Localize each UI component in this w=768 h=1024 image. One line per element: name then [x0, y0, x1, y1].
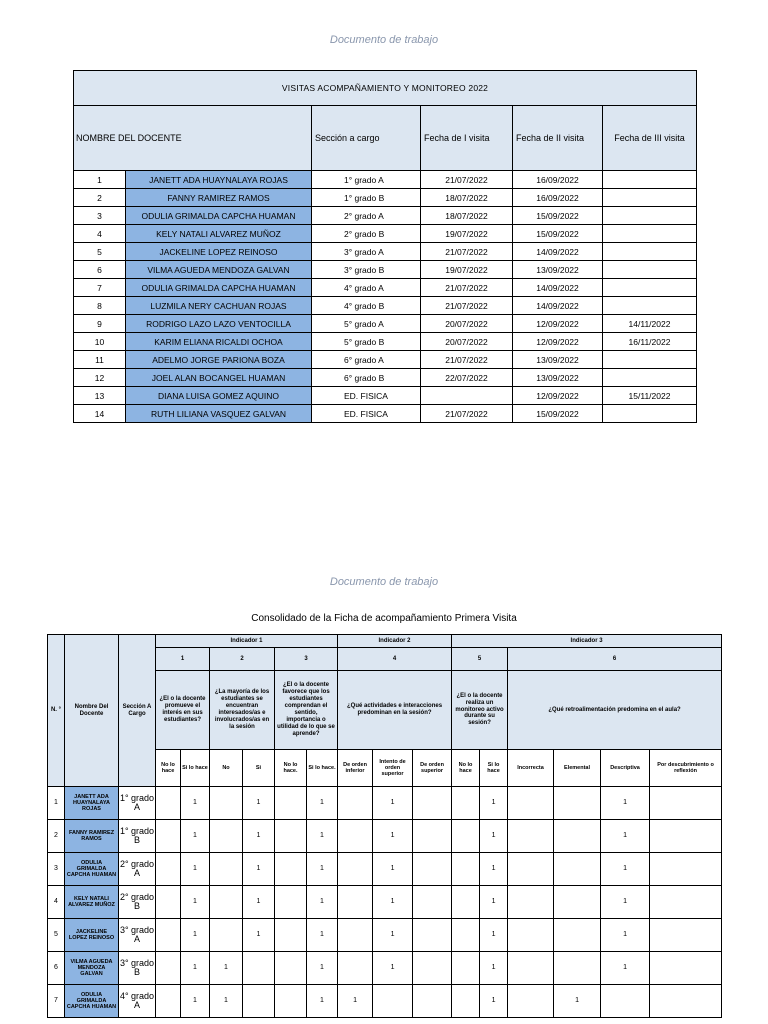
visit-1-date: 22/07/2022 [421, 369, 513, 387]
score-cell: 1 [601, 919, 650, 952]
table-row [74, 351, 697, 369]
score-cell: 1 [210, 985, 243, 1018]
row-number: 12 [74, 369, 126, 387]
row-number: 5 [48, 919, 65, 952]
option-header: No lo hace. [275, 750, 307, 787]
score-cell [452, 820, 480, 853]
section: 2° grado A [119, 853, 156, 886]
score-cell: 1 [210, 952, 243, 985]
visits-table [73, 70, 697, 423]
score-cell: 1 [307, 985, 338, 1018]
score-cell [413, 985, 452, 1018]
score-cell [554, 919, 601, 952]
score-cell [413, 820, 452, 853]
row-number: 2 [48, 820, 65, 853]
visit-1-date: 21/07/2022 [421, 405, 513, 423]
score-cell [554, 886, 601, 919]
item-question: ¿El o la docente favorece que los estudiantes comprendan el sentido, importancia o utilidad de lo que se aprende? [275, 671, 338, 750]
teacher-name: JACKELINE LOPEZ REINOSO [65, 919, 119, 952]
score-cell [650, 787, 722, 820]
score-cell [338, 919, 373, 952]
teacher-name: JOEL ALAN BOCANGEL HUAMAN [126, 369, 312, 387]
row-number: 4 [74, 225, 126, 243]
row-number: 1 [48, 787, 65, 820]
header-visit-1: Fecha de I visita [421, 106, 513, 171]
score-cell [156, 985, 181, 1018]
visit-2-date: 15/09/2022 [513, 207, 603, 225]
score-cell [243, 952, 275, 985]
score-cell [508, 853, 554, 886]
score-cell: 1 [373, 952, 413, 985]
section: 6° grado B [312, 369, 421, 387]
table-row [48, 787, 722, 820]
visit-2-date: 15/09/2022 [513, 405, 603, 423]
section: 3° grado B [119, 952, 156, 985]
score-cell [452, 787, 480, 820]
consolidated-table-title: Consolidado de la Ficha de acompañamiento Primera Visita [251, 613, 517, 624]
option-header: No lo hace [156, 750, 181, 787]
item-number: 4 [338, 648, 452, 671]
item-number: 5 [452, 648, 508, 671]
teacher-name: FANNY RAMIREZ RAMOS [65, 820, 119, 853]
document-header-label: Documento de trabajo [329, 34, 439, 46]
score-cell: 1 [181, 886, 210, 919]
section: 4° grado A [312, 279, 421, 297]
score-cell [413, 919, 452, 952]
score-cell: 1 [480, 787, 508, 820]
score-cell: 1 [307, 787, 338, 820]
visit-2-date: 15/09/2022 [513, 225, 603, 243]
score-cell: 1 [373, 919, 413, 952]
score-cell [452, 886, 480, 919]
visit-3-date [603, 171, 697, 189]
score-cell [210, 919, 243, 952]
col-docente: Nombre Del Docente [65, 635, 119, 787]
score-cell [413, 886, 452, 919]
visit-2-date: 16/09/2022 [513, 171, 603, 189]
score-cell: 1 [373, 787, 413, 820]
score-cell [650, 820, 722, 853]
score-cell [275, 919, 307, 952]
table-row [74, 387, 697, 405]
score-cell: 1 [243, 787, 275, 820]
teacher-name: JACKELINE LOPEZ REINOSO [126, 243, 312, 261]
row-number: 4 [48, 886, 65, 919]
score-cell: 1 [181, 853, 210, 886]
teacher-name: KARIM ELIANA RICALDI OCHOA [126, 333, 312, 351]
teacher-name: KELY NATALI ALVAREZ MUÑOZ [65, 886, 119, 919]
teacher-name: FANNY RAMIREZ RAMOS [126, 189, 312, 207]
visit-1-date: 21/07/2022 [421, 351, 513, 369]
section: 5° grado A [312, 315, 421, 333]
visit-1-date: 21/07/2022 [421, 297, 513, 315]
item-question: ¿Qué actividades e interacciones predominan en la sesión? [338, 671, 452, 750]
table-row [74, 369, 697, 387]
score-cell: 1 [181, 820, 210, 853]
header-visit-2: Fecha de II visita [513, 106, 603, 171]
score-cell: 1 [373, 886, 413, 919]
score-cell [452, 919, 480, 952]
visit-3-date [603, 225, 697, 243]
option-header: Si lo hace [480, 750, 508, 787]
visit-1-date: 18/07/2022 [421, 207, 513, 225]
teacher-name: ADELMO JORGE PARIONA BOZA [126, 351, 312, 369]
visit-2-date: 12/09/2022 [513, 315, 603, 333]
teacher-name: ODULIA GRIMALDA CAPCHA HUAMAN [65, 985, 119, 1018]
score-cell [413, 952, 452, 985]
score-cell [156, 952, 181, 985]
score-cell: 1 [480, 952, 508, 985]
visit-2-date: 12/09/2022 [513, 333, 603, 351]
table-row [48, 952, 722, 985]
score-cell [650, 919, 722, 952]
visit-1-date: 21/07/2022 [421, 279, 513, 297]
teacher-name: RODRIGO LAZO LAZO VENTOCILLA [126, 315, 312, 333]
teacher-name: RUTH LILIANA VASQUEZ GALVAN [126, 405, 312, 423]
teacher-name: ODULIA GRIMALDA CAPCHA HUAMAN [65, 853, 119, 886]
section: 2° grado B [312, 225, 421, 243]
indicator-1-label: Indicador 1 [156, 635, 338, 648]
table-row [74, 207, 697, 225]
teacher-name: JANETT ADA HUAYNALAYA ROJAS [126, 171, 312, 189]
score-cell [338, 853, 373, 886]
section: 3° grado A [312, 243, 421, 261]
score-cell: 1 [554, 985, 601, 1018]
score-cell [156, 919, 181, 952]
teacher-name: ODULIA GRIMALDA CAPCHA HUAMAN [126, 279, 312, 297]
section: 1° grado A [312, 171, 421, 189]
row-number: 10 [74, 333, 126, 351]
option-header: De orden superior [413, 750, 452, 787]
table-row [74, 279, 697, 297]
option-header: Incorrecta [508, 750, 554, 787]
score-cell: 1 [601, 952, 650, 985]
option-header: De orden inferior [338, 750, 373, 787]
row-number: 6 [74, 261, 126, 279]
visit-2-date: 14/09/2022 [513, 243, 603, 261]
score-cell: 1 [307, 886, 338, 919]
score-cell [650, 952, 722, 985]
score-cell [413, 853, 452, 886]
score-cell: 1 [373, 853, 413, 886]
score-cell: 1 [601, 787, 650, 820]
score-cell [275, 853, 307, 886]
score-cell: 1 [243, 820, 275, 853]
score-cell [413, 787, 452, 820]
visit-2-date: 13/09/2022 [513, 261, 603, 279]
option-header: Elemental [554, 750, 601, 787]
score-cell [554, 820, 601, 853]
score-cell: 1 [307, 820, 338, 853]
section: 5° grado B [312, 333, 421, 351]
score-cell: 1 [480, 919, 508, 952]
score-cell [338, 886, 373, 919]
score-cell [508, 985, 554, 1018]
row-number: 5 [74, 243, 126, 261]
score-cell [508, 919, 554, 952]
table-row [74, 333, 697, 351]
teacher-name: LUZMILA NERY CACHUAN ROJAS [126, 297, 312, 315]
option-header: Intento de orden superior [373, 750, 413, 787]
score-cell [554, 787, 601, 820]
visit-3-date [603, 207, 697, 225]
table-row [48, 820, 722, 853]
row-number: 8 [74, 297, 126, 315]
section: 1° grado B [312, 189, 421, 207]
score-cell [452, 952, 480, 985]
score-cell [275, 820, 307, 853]
visit-3-date [603, 405, 697, 423]
score-cell: 1 [480, 886, 508, 919]
score-cell: 1 [181, 787, 210, 820]
row-number: 13 [74, 387, 126, 405]
score-cell [156, 886, 181, 919]
section: 4° grado A [119, 985, 156, 1018]
score-cell: 1 [480, 985, 508, 1018]
section: ED. FISICA [312, 387, 421, 405]
table-row [48, 919, 722, 952]
score-cell [210, 853, 243, 886]
score-cell [275, 985, 307, 1018]
row-number: 7 [48, 985, 65, 1018]
score-cell [452, 853, 480, 886]
teacher-name: JANETT ADA HUAYNALAYA ROJAS [65, 787, 119, 820]
visit-2-date: 13/09/2022 [513, 369, 603, 387]
visit-3-date [603, 351, 697, 369]
score-cell [338, 952, 373, 985]
item-number: 6 [508, 648, 722, 671]
score-cell: 1 [243, 919, 275, 952]
score-cell: 1 [338, 985, 373, 1018]
visit-1-date: 18/07/2022 [421, 189, 513, 207]
table-row [74, 171, 697, 189]
visit-1-date [421, 387, 513, 405]
visit-3-date [603, 297, 697, 315]
visit-2-date: 14/09/2022 [513, 297, 603, 315]
visit-3-date [603, 279, 697, 297]
visit-3-date [603, 243, 697, 261]
item-question: ¿La mayoría de los estudiantes se encuentran interesados/as e involucrados/as en la sesión [210, 671, 275, 750]
row-number: 14 [74, 405, 126, 423]
section: 3° grado A [119, 919, 156, 952]
score-cell [601, 985, 650, 1018]
score-cell [210, 787, 243, 820]
teacher-name: VILMA AGUEDA MENDOZA GALVAN [126, 261, 312, 279]
item-number: 2 [210, 648, 275, 671]
table-row [74, 297, 697, 315]
score-cell [650, 853, 722, 886]
teacher-name: ODULIA GRIMALDA CAPCHA HUAMAN [126, 207, 312, 225]
score-cell [210, 820, 243, 853]
item-question: ¿El o la docente realiza un monitoreo activo durante su sesión? [452, 671, 508, 750]
table-row [48, 853, 722, 886]
visit-2-date: 16/09/2022 [513, 189, 603, 207]
table-row [74, 405, 697, 423]
visit-1-date: 19/07/2022 [421, 225, 513, 243]
option-header: Si lo hace [181, 750, 210, 787]
score-cell [243, 985, 275, 1018]
score-cell [275, 886, 307, 919]
section: 3° grado B [312, 261, 421, 279]
section: ED. FISICA [312, 405, 421, 423]
row-number: 11 [74, 351, 126, 369]
option-header: No lo hace [452, 750, 480, 787]
visit-1-date: 20/07/2022 [421, 315, 513, 333]
score-cell [210, 886, 243, 919]
score-cell: 1 [307, 952, 338, 985]
col-seccion: Sección A Cargo [119, 635, 156, 787]
score-cell [554, 952, 601, 985]
score-cell: 1 [480, 820, 508, 853]
visit-3-date: 16/11/2022 [603, 333, 697, 351]
item-question: ¿Qué retroalimentación predomina en el aula? [508, 671, 722, 750]
score-cell [508, 952, 554, 985]
score-cell [156, 820, 181, 853]
score-cell [373, 985, 413, 1018]
section: 4° grado B [312, 297, 421, 315]
row-number: 1 [74, 171, 126, 189]
indicator-3-label: Indicador 3 [452, 635, 722, 648]
row-number: 2 [74, 189, 126, 207]
score-cell: 1 [601, 853, 650, 886]
table-row [48, 886, 722, 919]
option-header: Si [243, 750, 275, 787]
score-cell [650, 886, 722, 919]
score-cell [508, 787, 554, 820]
table-row [74, 261, 697, 279]
score-cell [156, 787, 181, 820]
row-number: 9 [74, 315, 126, 333]
visits-table-title: VISITAS ACOMPAÑAMIENTO Y MONITOREO 2022 [74, 71, 697, 106]
header-visit-3: Fecha de III visita [603, 106, 697, 171]
score-cell [554, 853, 601, 886]
header-seccion: Sección a cargo [312, 106, 421, 171]
option-header: Descriptiva [601, 750, 650, 787]
score-cell [508, 886, 554, 919]
score-cell: 1 [373, 820, 413, 853]
score-cell: 1 [181, 985, 210, 1018]
col-number: N. ° [48, 635, 65, 787]
score-cell: 1 [307, 919, 338, 952]
visit-3-date [603, 189, 697, 207]
score-cell [452, 985, 480, 1018]
score-cell [275, 787, 307, 820]
teacher-name: DIANA LUISA GOMEZ AQUINO [126, 387, 312, 405]
score-cell: 1 [307, 853, 338, 886]
score-cell [156, 853, 181, 886]
table-row [74, 189, 697, 207]
option-header: Por descubrimiento o reflexión [650, 750, 722, 787]
visit-3-date: 15/11/2022 [603, 387, 697, 405]
visit-3-date [603, 261, 697, 279]
section: 6° grado A [312, 351, 421, 369]
row-number: 7 [74, 279, 126, 297]
score-cell: 1 [480, 853, 508, 886]
score-cell [275, 952, 307, 985]
visit-2-date: 12/09/2022 [513, 387, 603, 405]
score-cell: 1 [601, 820, 650, 853]
table-row [74, 243, 697, 261]
table-row [74, 315, 697, 333]
visit-1-date: 21/07/2022 [421, 243, 513, 261]
score-cell: 1 [601, 886, 650, 919]
row-number: 3 [48, 853, 65, 886]
visit-2-date: 13/09/2022 [513, 351, 603, 369]
score-cell [508, 820, 554, 853]
option-header: No [210, 750, 243, 787]
visit-1-date: 20/07/2022 [421, 333, 513, 351]
row-number: 6 [48, 952, 65, 985]
visit-3-date [603, 369, 697, 387]
section: 1° grado A [119, 787, 156, 820]
visit-3-date: 14/11/2022 [603, 315, 697, 333]
visit-2-date: 14/09/2022 [513, 279, 603, 297]
document-header-label-2: Documento de trabajo [329, 576, 439, 588]
section: 2° grado A [312, 207, 421, 225]
item-question: ¿El o la docente promueve el interés en sus estudiantes? [156, 671, 210, 750]
header-docente: NOMBRE DEL DOCENTE [74, 106, 312, 171]
item-number: 3 [275, 648, 338, 671]
visit-1-date: 19/07/2022 [421, 261, 513, 279]
table-row [48, 985, 722, 1018]
score-cell [338, 787, 373, 820]
option-header: Si lo hace. [307, 750, 338, 787]
section: 2° grado B [119, 886, 156, 919]
score-cell [338, 820, 373, 853]
score-cell: 1 [181, 952, 210, 985]
teacher-name: VILMA AGUEDA MENDOZA GALVAN [65, 952, 119, 985]
teacher-name: KELY NATALI ALVAREZ MUÑOZ [126, 225, 312, 243]
score-cell: 1 [243, 853, 275, 886]
score-cell: 1 [243, 886, 275, 919]
section: 1° grado B [119, 820, 156, 853]
row-number: 3 [74, 207, 126, 225]
score-cell: 1 [181, 919, 210, 952]
consolidated-table [47, 634, 722, 1018]
table-row [74, 225, 697, 243]
score-cell [650, 985, 722, 1018]
indicator-2-label: Indicador 2 [338, 635, 452, 648]
item-number: 1 [156, 648, 210, 671]
visit-1-date: 21/07/2022 [421, 171, 513, 189]
